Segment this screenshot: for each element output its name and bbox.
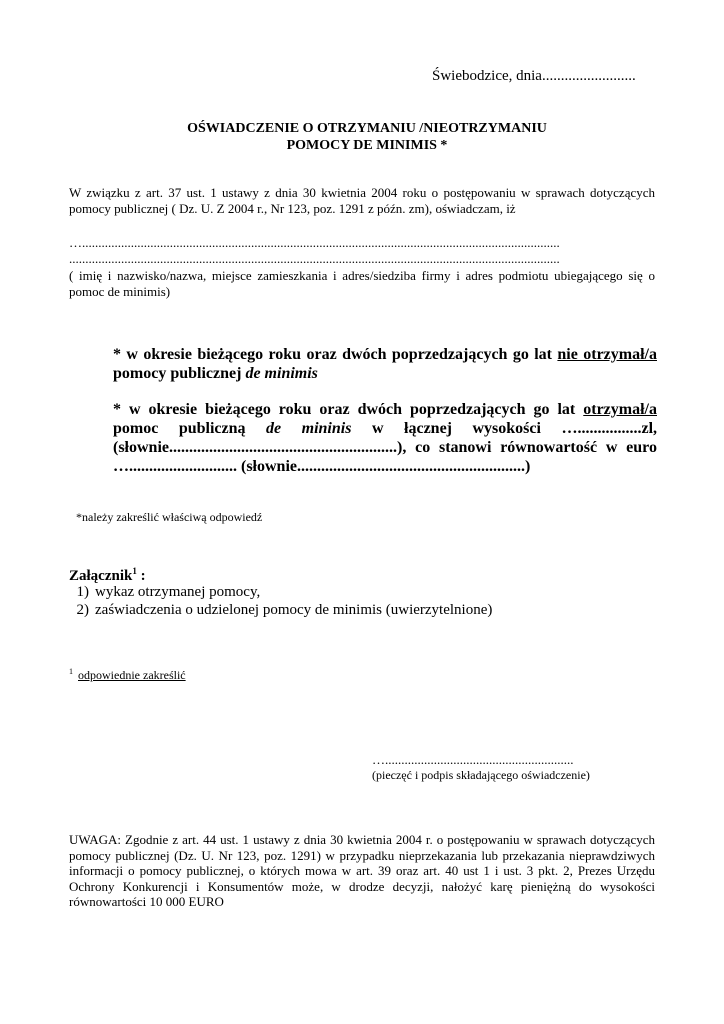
footnote-marker: 1 xyxy=(69,667,73,676)
signature-label: (pieczęć i podpis składającego oświadczenie) xyxy=(372,768,590,782)
option2-middle: pomoc publiczną xyxy=(113,420,267,437)
option2-underlined: otrzymał/a xyxy=(583,401,657,418)
list-item-text: wykaz otrzymanej pomocy, xyxy=(95,584,261,600)
intro-paragraph: W związku z art. 37 ust. 1 ustawy z dnia 30 kwietnia 2004 roku o postępowaniu w sprawach dotyczących pomocy publicznej ( Dz. U. Z 2004 r., Nr 123, poz. 1291 z późn. zm), oświadczam, iż xyxy=(69,185,655,216)
list-item xyxy=(69,601,492,619)
title-line-2: POMOCY DE MINIMIS * xyxy=(286,138,448,153)
warning-paragraph: UWAGA: Zgodnie z art. 44 ust. 1 ustawy z dnia 30 kwietnia 2004 r. o postępowaniu w sprawach dotyczących pomocy publicznej (Dz. U. Nr 123, poz. 1291) w przypadku nieprzekazania lub przekazania nieprawdziwych informacji o pomocy publicznej, o których mowa w art. 39 oraz art. 40 ust 1 i ust. 3 pkt. 2, Prezes Urzędu Ochrony Konkurencji i Konsumentów może, w drodze decyzji, nałożyć karę pieniężną do wysokości równowartości 10 000 EURO xyxy=(69,832,655,909)
footnote-text: odpowiednie zakreślić xyxy=(78,668,186,682)
option2-italic: de mininis xyxy=(266,420,352,437)
attachments-footnote-ref: 1 xyxy=(132,566,137,576)
selection-note: *należy zakreślić właściwą odpowiedź xyxy=(76,510,263,524)
option2-prefix: * w okresie bieżącego roku oraz dwóch poprzedzających go lat xyxy=(113,401,584,418)
applicant-hint: ( imię i nazwisko/nazwa, miejsce zamieszkania i adres/siedziba firmy i adres podmiotu ubiegającego się o pomoc de minimis) xyxy=(69,268,655,299)
option1-italic: de minimis xyxy=(245,365,318,382)
list-item-text: zaświadczenia o udzielonej pomocy de minimis (uwierzytelnione) xyxy=(95,602,493,618)
option2-rest: w łącznej wysokości …................zl, (słownie.........................................................), co stanowi równowartość w euro …........................... (słownie.........................................................) xyxy=(113,420,658,475)
attachments-title-suffix: : xyxy=(136,568,146,584)
footnote xyxy=(69,667,186,683)
list-item xyxy=(69,583,492,601)
list-item-number: 2) xyxy=(76,602,89,618)
list-item-number: 1) xyxy=(76,584,89,600)
option1-middle: pomocy publicznej xyxy=(113,365,246,382)
option1-underlined: nie otrzymał/a xyxy=(557,346,657,363)
signature-line: ….......................................................... xyxy=(372,752,574,767)
place-date-line: Świebodzice, dnia......................... xyxy=(432,68,636,84)
option1-prefix: * w okresie bieżącego roku oraz dwóch poprzedzających go lat xyxy=(113,346,558,363)
attachments-title-text: Załącznik xyxy=(69,568,133,584)
title-line-1: OŚWIADCZENIE O OTRZYMANIU /NIEOTRZYMANIU xyxy=(187,121,547,136)
option-not-received xyxy=(113,345,657,383)
applicant-fill-line-2: ....................................................................................................................................................... xyxy=(69,251,560,266)
document-title xyxy=(0,120,724,154)
attachments-list xyxy=(69,583,492,619)
applicant-fill-line-1: …................................................................................................................................................... xyxy=(69,235,560,250)
option-received xyxy=(113,400,657,476)
